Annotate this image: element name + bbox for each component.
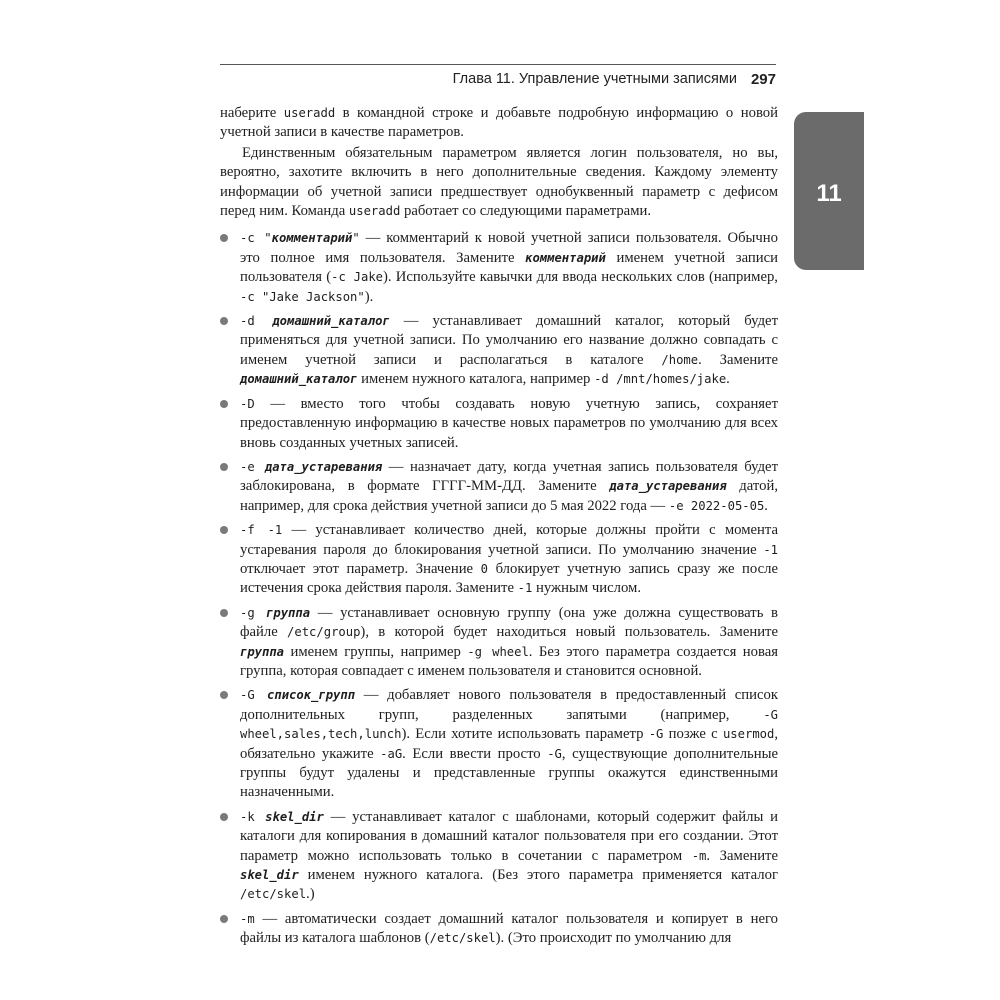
text-run: именем группы, например (284, 643, 468, 660)
placeholder-run: домашний_каталог (272, 314, 390, 329)
code-run: -G wheel,sales,tech,lunch (240, 707, 778, 742)
code-run: /etc/skel (429, 931, 496, 946)
bullet-icon (220, 317, 228, 325)
text-run: . (764, 497, 768, 514)
code-run: -g (240, 605, 267, 620)
chapter-tab (794, 112, 864, 270)
text-run: именем нужного каталога, например (357, 371, 595, 388)
option-list-item (220, 395, 778, 453)
placeholder-run: skel_dir (240, 868, 299, 883)
text-run: — вместо того чтобы создавать новую учетную запись, сохраняет предоставленную информацию в качестве новых параметров по умолчанию для всех вновь созданных учетных записей. (240, 395, 778, 451)
text-run: Единственным обязательным параметром является логин пользователя, но вы, вероятно, захотите включить в него дополнительные сведения. Каждому элементу информации об учетной записи предшествует однобуквенный параметр с дефисом перед ним. Команда (220, 144, 778, 220)
text-run: ), в которой будет находиться новый пользователь. Замените (360, 624, 778, 641)
option-list-item (220, 312, 778, 390)
bullet-icon (220, 463, 228, 471)
chapter-tab-label: 11 (816, 180, 842, 207)
code-run: -g wheel (467, 644, 529, 659)
options-list (220, 229, 778, 948)
bullet-icon (220, 400, 228, 408)
code-run: -1 (763, 542, 778, 557)
placeholder-run: группа (266, 605, 311, 620)
code-run: 0 (480, 561, 488, 576)
placeholder-run: список_групп (267, 688, 356, 703)
code-run: -m (240, 911, 255, 926)
text-run: работает со следующими параметрами. (400, 203, 652, 220)
text-run: , существующие дополнительные группы будут удалены и представленные группы окажутся единственными назначенными. (240, 745, 778, 801)
placeholder-run: дата_устаревания (609, 479, 727, 494)
text-run: . Замените (706, 847, 778, 864)
code-run: -c " (240, 231, 272, 246)
code-run: -G (547, 746, 562, 761)
text-run: — устанавливает каталог с шаблонами, который содержит файлы и каталоги для копирования в домашний каталог пользователя при его создании. Этот параметр можно использовать только в сочетании с параметром (240, 808, 778, 864)
code-run: /etc/group (287, 625, 361, 640)
intro-paragraph-1 (220, 104, 778, 143)
option-list-item (220, 229, 778, 307)
text-run: . Если ввести просто (402, 745, 548, 762)
text-run: датой, например, для срока действия учетной записи до 5 мая 2022 года — (240, 478, 778, 514)
bullet-icon (220, 609, 228, 617)
code-run: usermod (722, 727, 775, 742)
code-run: /etc/skel (240, 887, 307, 902)
text-run: именем учетной записи пользователя ( (240, 249, 778, 286)
bullet-icon (220, 813, 228, 821)
text-run: нужным числом. (532, 580, 641, 597)
text-run: .) (306, 886, 315, 903)
text-run: . Замените (698, 351, 778, 368)
option-list-item (220, 808, 778, 905)
code-run: useradd (348, 204, 401, 219)
text-run: — комментарий к новой учетной записи пользователя. Обычно это полное имя пользователя. Замените (240, 230, 778, 266)
running-header (220, 68, 776, 90)
option-list-item (220, 910, 778, 949)
chapter-title: Глава 11. Управление учетными записями (452, 71, 737, 87)
bullet-icon (220, 915, 228, 923)
option-list-item (220, 521, 778, 599)
text-run: ). (364, 288, 374, 305)
code-run: -aG (380, 746, 403, 761)
text-run: ). Используйте кавычки для ввода нескольких слов (например, (383, 269, 778, 286)
code-run: -G (648, 727, 664, 742)
code-run: -c "Jake Jackson" (240, 289, 365, 304)
code-run: -d (240, 314, 273, 329)
code-run: -e 2022-05-05 (668, 498, 765, 513)
code-run: -m (691, 848, 707, 863)
text-run: именем нужного каталога. (Без этого параметра применяется каталог (298, 867, 778, 884)
code-run: /home (661, 352, 699, 367)
code-run: -G (240, 688, 268, 703)
option-list-item (220, 458, 778, 516)
code-run: -1 (517, 581, 533, 596)
placeholder-run: комментарий (525, 250, 606, 265)
placeholder-run: домашний_каталог (240, 372, 358, 387)
bullet-icon (220, 526, 228, 534)
code-run: -k (240, 809, 266, 824)
text-run: — устанавливает основную группу (она уже должна существовать в файле (240, 604, 778, 641)
text-run: блокирует учетную запись сразу же после истечения срока действия пароля. Замените (240, 560, 778, 597)
text-run: . Без этого параметра создается новая группа, которая совпадает с именем пользователя и становится основной. (240, 643, 778, 679)
option-list-item (220, 686, 778, 802)
text-run: в командной строке и добавьте подробную информацию о новой учетной записи в качестве параметров. (220, 105, 778, 141)
text-run: — автоматически создает домашний каталог пользователя и копирует в него файлы из каталога шаблонов ( (240, 910, 778, 947)
code-run: -f -1 (240, 523, 283, 538)
code-run: -c Jake (331, 270, 384, 285)
text-run: позже с (663, 726, 723, 743)
text-run: — устанавливает домашний каталог, который будет применяться для учетной записи. По умолчанию его название должно совпадать с именем учетной записи и располагаться в каталоге (240, 313, 778, 368)
placeholder-run: дата_устаревания (264, 459, 383, 474)
page-number: 297 (750, 70, 776, 88)
text-run: , обязательно укажите (240, 726, 779, 762)
text-run: ). (Это происходит по умолчанию для (495, 930, 732, 947)
code-run: useradd (283, 106, 336, 120)
code-run: " (352, 231, 360, 246)
text-run: наберите (220, 105, 284, 121)
code-run: -D (240, 396, 255, 411)
text-run: . (726, 371, 730, 388)
intro-paragraph-2 (220, 144, 778, 222)
bullet-icon (220, 234, 228, 242)
text-run: — устанавливает количество дней, которые должны пройти с момента устаревания пароля до блокирования учетной записи. По умолчанию значение (240, 522, 778, 558)
code-run: -d /mnt/homes/jake (594, 372, 727, 387)
header-rule (220, 64, 776, 65)
text-run: отключает этот параметр. Значение (240, 560, 481, 577)
page-body (220, 104, 778, 954)
option-list-item (220, 604, 778, 682)
text-run: — добавляет нового пользователя в предоставленный список дополнительных групп, разделенных запятыми (например, (240, 687, 778, 723)
placeholder-run: skel_dir (265, 809, 324, 824)
bullet-icon (220, 691, 228, 699)
placeholder-run: группа (240, 644, 285, 659)
text-run: ). Если хотите использовать параметр (401, 726, 649, 743)
placeholder-run: комментарий (271, 231, 353, 246)
text-run: — назначает дату, когда учетная запись пользователя будет заблокирована, в формате ГГГГ-ММ-ДД. Замените (240, 458, 778, 495)
code-run: -e (240, 459, 265, 474)
